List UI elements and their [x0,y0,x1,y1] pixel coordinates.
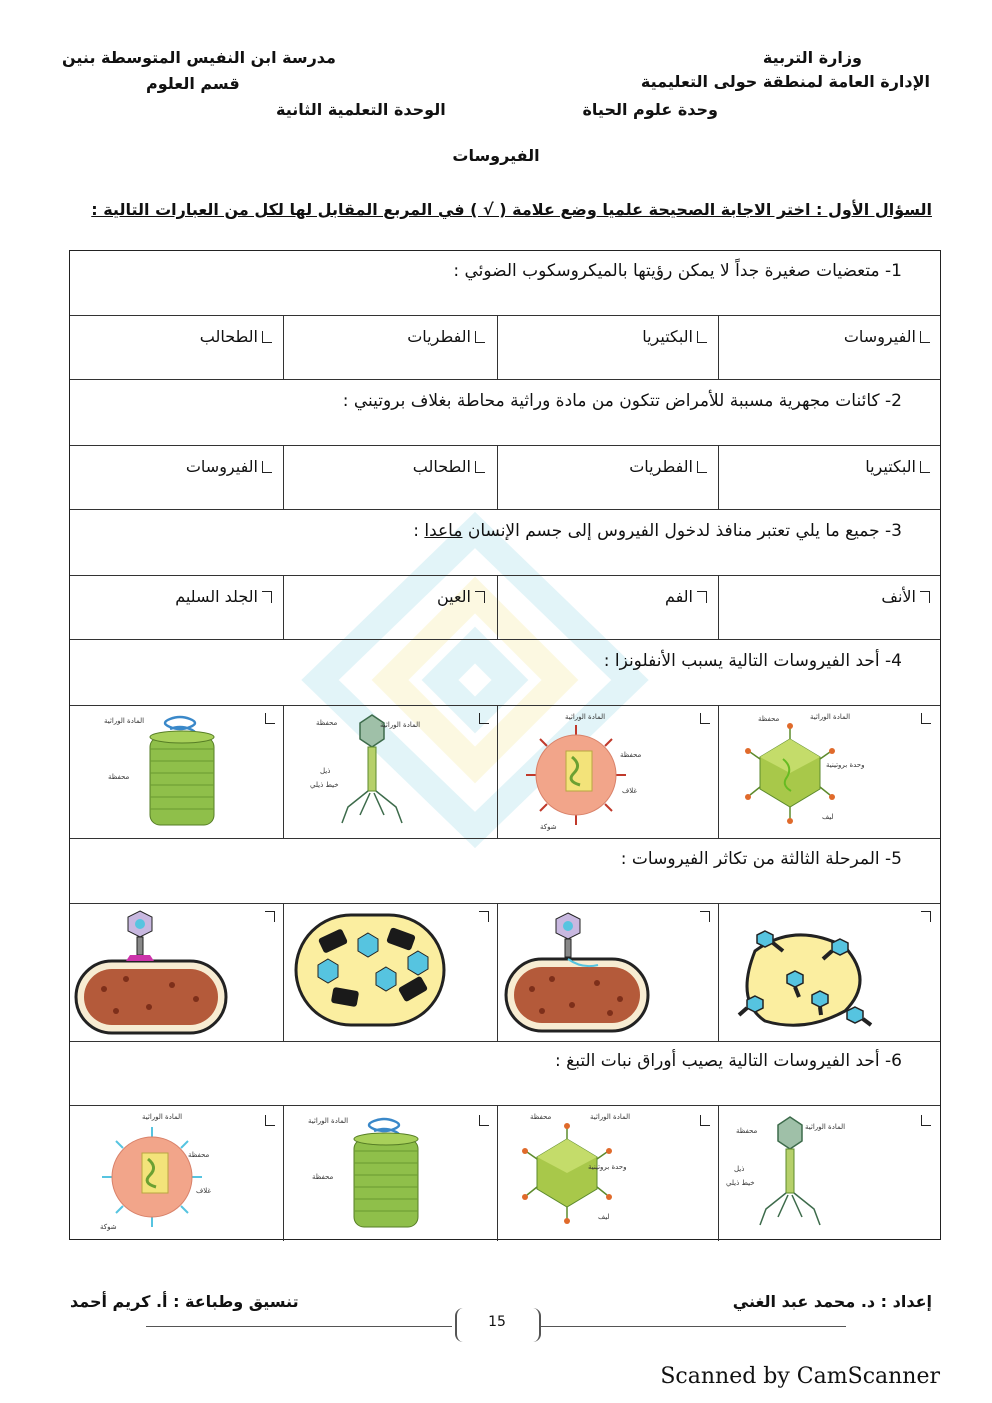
q6-checkbox-c[interactable] [479,1115,489,1126]
q6-checkbox-a[interactable] [921,1115,931,1126]
q5-checkbox-d[interactable] [265,911,275,922]
q1-option-b[interactable]: البكتيريا [642,327,707,346]
q5-checkbox-b[interactable] [700,911,710,922]
label-capsid-8: محفظة [188,1151,210,1159]
scanner-watermark: Scanned by CamScanner [660,1364,940,1389]
question-1: 1- متعضيات صغيرة جداً لا يمكن رؤيتها بالميكروسكوب الضوئي : [453,261,902,281]
checkbox[interactable] [697,461,707,473]
q5-checkbox-a[interactable] [921,911,931,922]
label-tail-fiber-2: خيط ذيلي [726,1179,755,1187]
stage-attachment-illustration [74,907,230,1037]
q4-checkbox-c[interactable] [479,713,489,724]
label-spike: شوكة [540,823,557,831]
label-capsid-2: محفظة [620,751,642,759]
label-spike-2: شوكة [100,1223,117,1231]
stage-release-illustration [725,911,875,1037]
influenza-virus-illustration-2 [98,1123,206,1231]
coordination-credit: تنسيق وطباعة : أ. كريم أحمد [70,1292,299,1311]
q2-option-d[interactable]: الفيروسات [186,457,272,476]
q3-option-a[interactable]: الأنف [881,587,930,606]
life-sciences-unit: وحدة علوم الحياة [582,100,718,119]
stage-assembly-illustration [292,911,448,1029]
label-tail: ذيل [320,767,331,775]
q4-checkbox-b[interactable] [700,713,710,724]
question-sheet [69,250,941,1240]
question-instruction: السؤال الأول : اختر الاجابة الصحيحة علميا وضع علامة ( √ ) في المربع المقابل لها لكل من العبارات التالية : [91,200,932,219]
label-fiber-2: ليف [598,1213,610,1221]
checkbox[interactable] [920,461,930,473]
q6-checkbox-b[interactable] [700,1115,710,1126]
page-title: الفيروسات [452,146,540,165]
department: قسم العلوم [146,74,240,93]
label-genetic-material-3: المادة الوراثية [380,721,421,729]
tobacco-mosaic-virus-illustration [140,713,224,831]
ministry: وزارة التربية [762,48,862,67]
checkbox[interactable] [475,461,485,473]
tobacco-mosaic-virus-illustration-2 [344,1115,428,1233]
label-envelope: غلاف [622,787,638,795]
label-fiber: ليف [822,813,834,821]
learning-unit: الوحدة التعلمية الثانية [276,100,446,119]
question-2: 2- كائنات مجهرية مسببة للأمراض تتكون من مادة وراثية محاطة بغلاف بروتيني : [342,391,902,411]
checkbox[interactable] [697,591,707,603]
label-genetic-material-2: المادة الوراثية [565,713,606,721]
q4-checkbox-a[interactable] [921,713,931,724]
question-4: 4- أحد الفيروسات التالية يسبب الأنفلونزا : [603,651,902,671]
q4-checkbox-d[interactable] [265,713,275,724]
q5-checkbox-c[interactable] [479,911,489,922]
q3-option-b[interactable]: الفم [665,587,707,606]
label-capsid-3: محفظة [316,719,338,727]
bacteriophage-illustration-2 [750,1113,830,1233]
q2-option-a[interactable]: البكتيريا [865,457,930,476]
label-protein-unit-2: وحدة بروتينية [588,1163,627,1171]
influenza-virus-illustration [522,721,630,829]
checkbox[interactable] [920,591,930,603]
label-capsid-7: محفظة [312,1173,334,1181]
q1-option-d[interactable]: الطحالب [200,327,272,346]
prepared-by: إعداد : د. محمد عبد الغني [732,1292,932,1311]
directorate: الإدارة العامة لمنطقة حولى التعليمية [640,72,930,91]
label-capsid-6: محفظة [530,1113,552,1121]
question-3: 3- جميع ما يلي تعتبر منافذ لدخول الفيروس إلى جسم الإنسان ماعدا : [413,521,902,541]
label-capsid-5: محفظة [736,1127,758,1135]
q2-option-b[interactable]: الفطريات [629,457,707,476]
label-capsid: محفظة [758,715,780,723]
except-word: ماعدا [424,521,463,541]
q2-option-c[interactable]: الطحالب [413,457,485,476]
checkbox[interactable] [697,331,707,343]
label-tail-2: ذيل [734,1165,745,1173]
q1-option-c[interactable]: الفطريات [407,327,485,346]
footer-rule-left [146,1326,452,1327]
school-name: مدرسة ابن النفيس المتوسطة بنين [62,48,336,67]
label-genetic-material-8: المادة الوراثية [142,1113,183,1121]
label-genetic-material-4: المادة الوراثية [104,717,145,725]
checkbox[interactable] [475,331,485,343]
q3-option-d[interactable]: الجلد السليم [175,587,272,606]
label-envelope-2: غلاف [196,1187,212,1195]
q6-checkbox-d[interactable] [265,1115,275,1126]
label-tail-fiber: خيط ذيلي [310,781,339,789]
checkbox[interactable] [262,331,272,343]
checkbox[interactable] [920,331,930,343]
q1-option-a[interactable]: الفيروسات [844,327,930,346]
q3-option-c[interactable]: العين [437,587,485,606]
footer-rule-right [540,1326,846,1327]
label-genetic-material-6: المادة الوراثية [590,1113,631,1121]
question-5: 5- المرحلة الثالثة من تكاثر الفيروسات : [620,849,902,869]
label-capsid-4: محفظة [108,773,130,781]
checkbox[interactable] [475,591,485,603]
checkbox[interactable] [262,591,272,603]
label-genetic-material-7: المادة الوراثية [308,1117,349,1125]
bacteriophage-illustration [332,711,412,831]
label-protein-unit: وحدة بروتينية [826,761,865,769]
stage-injection-illustration [502,909,652,1035]
checkbox[interactable] [262,461,272,473]
page-number: 15 [488,1314,506,1330]
question-6: 6- أحد الفيروسات التالية يصيب أوراق نبات التبغ : [555,1051,902,1071]
label-genetic-material-5: المادة الوراثية [805,1123,846,1131]
label-genetic-material: المادة الوراثية [810,713,851,721]
